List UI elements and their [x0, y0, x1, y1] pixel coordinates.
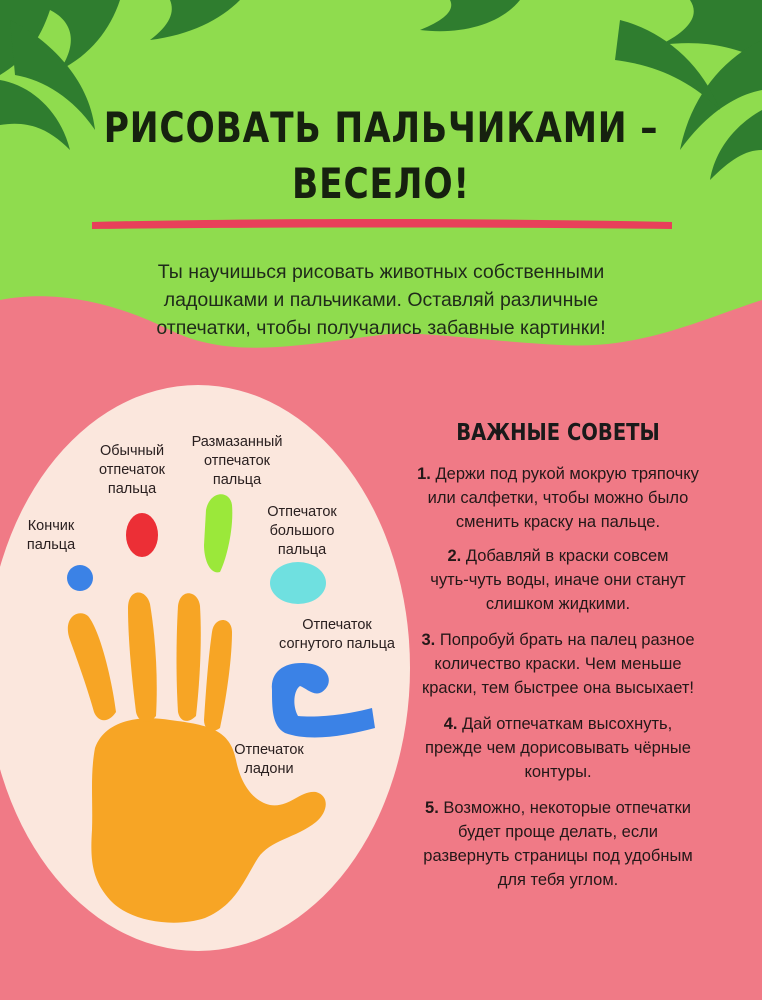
- tip-line: [395, 796, 721, 820]
- intro-line: Ты научишься рисовать животных собственными: [157, 261, 605, 283]
- tip-number: 1.: [417, 465, 431, 483]
- tip-line: [395, 712, 721, 736]
- page-title-line-2: ВЕСЕЛО!: [292, 159, 470, 208]
- intro-line: отпечатки, чтобы получались забавные картинки!: [156, 317, 606, 339]
- tip-line: количество краски. Чем меньше: [434, 655, 682, 673]
- label-line: отпечаток: [203, 453, 270, 469]
- label-line: большого: [269, 523, 335, 539]
- label-line: Обычный: [99, 443, 165, 459]
- title-underline: [92, 219, 672, 229]
- tip-text: Попробуй брать на палец разное: [439, 631, 695, 649]
- label-line: ладони: [244, 761, 294, 777]
- tip-line: [395, 544, 721, 568]
- thumb-print: [270, 562, 326, 604]
- tips-heading: ВАЖНЫЕ СОВЕТЫ: [456, 420, 660, 446]
- tip-line: слишком жидкими.: [485, 595, 631, 613]
- tip-line: или салфетки, чтобы можно было: [427, 489, 689, 507]
- label-line: Отпечаток: [267, 504, 337, 520]
- tip-text: Добавляй в краски совсем: [465, 547, 669, 565]
- tip-text: Дай отпечаткам высохнуть,: [462, 715, 673, 733]
- tip-text: Возможно, некоторые отпечатки: [443, 799, 691, 817]
- intro-line: ладошками и пальчиками. Оставляй различные: [163, 289, 599, 311]
- normal-fingerprint: [126, 513, 158, 557]
- label-line: пальца: [107, 481, 157, 497]
- label-line: пальца: [26, 537, 76, 553]
- page-title-line-1: РИСОВАТЬ ПАЛЬЧИКАМИ –: [103, 103, 659, 152]
- label-line: пальца: [277, 542, 327, 558]
- label-line: пальца: [212, 472, 262, 488]
- tip-line: чуть-чуть воды, иначе они станут: [430, 571, 686, 589]
- tip-line: сменить краску на пальце.: [455, 513, 661, 531]
- tip-number: 2.: [447, 547, 462, 565]
- label-line: Кончик: [27, 518, 75, 534]
- label-line: отпечаток: [98, 462, 165, 478]
- tip-line: [395, 628, 721, 652]
- tip-line: будет проще делать, если: [458, 823, 658, 841]
- label-line: Размазанный: [191, 434, 283, 450]
- tip-number: 5.: [425, 799, 439, 817]
- tip-text: Держи под рукой мокрую тряпочку: [435, 465, 699, 483]
- tip-line: контуры.: [524, 763, 592, 781]
- tip-line: прежде чем дорисовывать чёрные: [425, 739, 691, 757]
- tip-line: развернуть страницы под удобным: [423, 847, 693, 865]
- label-line: Отпечаток: [234, 742, 304, 758]
- label-line: Отпечаток: [302, 617, 372, 633]
- label-line: согнутого пальца: [279, 636, 395, 652]
- fingertip-print: [67, 565, 93, 591]
- tip-line: для тебя углом.: [497, 871, 619, 889]
- tip-number: 3.: [421, 631, 436, 649]
- tip-line: краски, тем быстрее она высыхает!: [422, 679, 694, 697]
- tip-line: [395, 462, 721, 486]
- tip-number: 4.: [443, 715, 458, 733]
